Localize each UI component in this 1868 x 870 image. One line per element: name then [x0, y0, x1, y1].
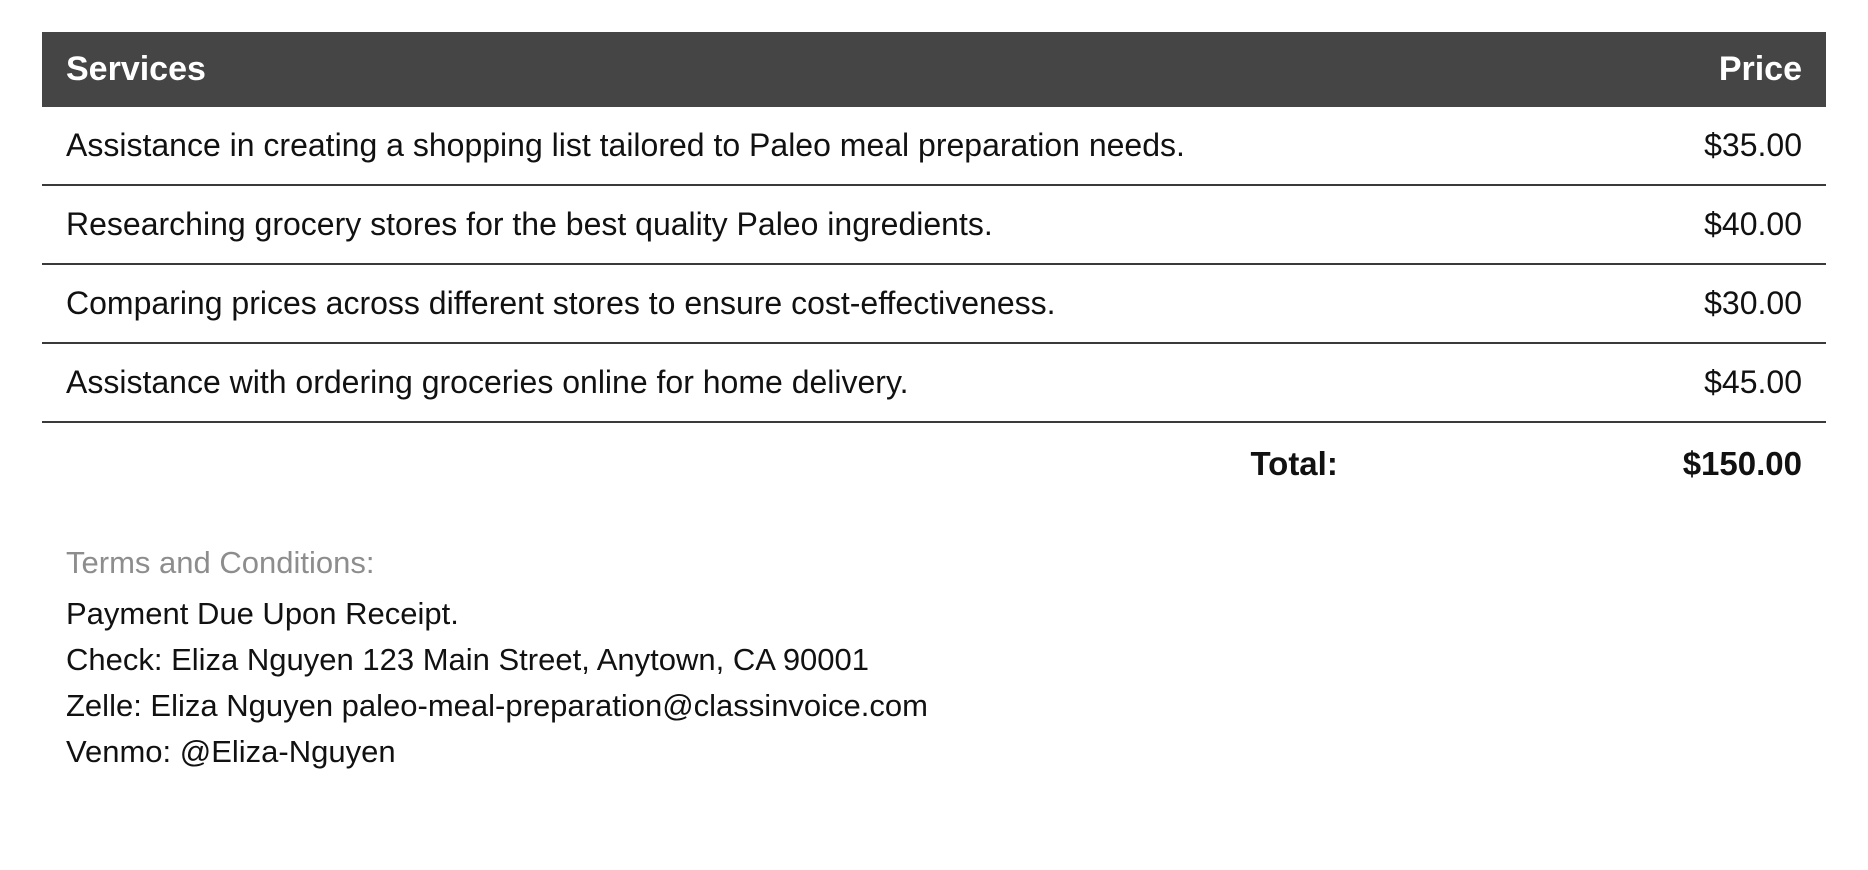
- service-description: Researching grocery stores for the best quality Paleo ingredients.: [42, 185, 1398, 264]
- terms-line: Venmo: @Eliza-Nguyen: [66, 733, 396, 769]
- service-price: $35.00: [1398, 107, 1826, 185]
- services-table: [42, 32, 1826, 503]
- total-label: Total:: [1250, 445, 1338, 482]
- service-price: $40.00: [1398, 185, 1826, 264]
- services-table-head: [42, 32, 1826, 107]
- service-price: $30.00: [1398, 264, 1826, 343]
- table-row: [42, 264, 1826, 343]
- total-row: [42, 422, 1826, 503]
- service-price: $45.00: [1398, 343, 1826, 422]
- total-value: $150.00: [1682, 445, 1802, 482]
- terms-line: Zelle: Eliza Nguyen paleo-meal-preparation@classinvoice.com: [66, 687, 928, 723]
- table-row: [42, 343, 1826, 422]
- service-description: Comparing prices across different stores to ensure cost-effectiveness.: [42, 264, 1398, 343]
- table-row: [42, 107, 1826, 185]
- column-header-services: Services: [42, 32, 1398, 107]
- table-row: [42, 185, 1826, 264]
- service-description: Assistance in creating a shopping list tailored to Paleo meal preparation needs.: [42, 107, 1398, 185]
- terms-line: Payment Due Upon Receipt.: [66, 596, 459, 631]
- column-header-price: Price: [1398, 32, 1826, 107]
- terms-title: Terms and Conditions:: [66, 545, 375, 580]
- services-table-body: [42, 107, 1826, 503]
- terms-and-conditions: [42, 545, 1826, 775]
- table-header-row: [42, 32, 1826, 107]
- terms-line: Check: Eliza Nguyen 123 Main Street, Anytown, CA 90001: [66, 641, 870, 677]
- service-description: Assistance with ordering groceries online for home delivery.: [42, 343, 1398, 422]
